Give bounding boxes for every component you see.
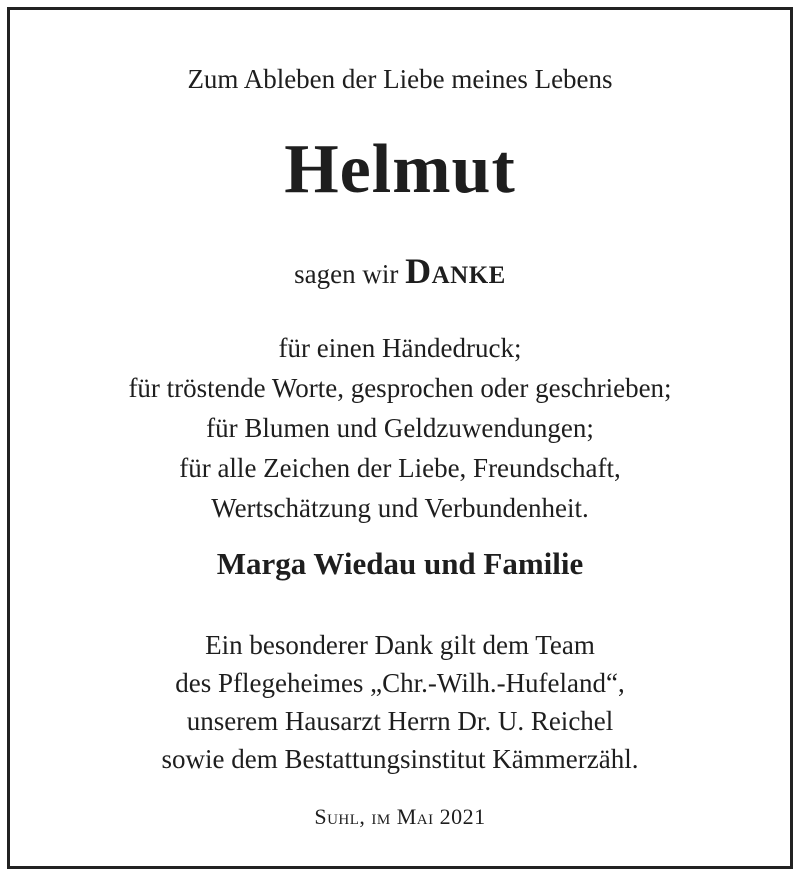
reasons-block	[10, 328, 790, 528]
special-thanks-block	[10, 626, 790, 778]
deceased-name: Helmut	[284, 131, 516, 208]
reason-line: für tröstende Worte, gesprochen oder geschrieben;	[128, 373, 672, 403]
thanks-line	[10, 250, 790, 292]
reason-line: für Blumen und Geldzuwendungen;	[206, 413, 594, 443]
special-thanks-line: sowie dem Bestattungsinstitut Kämmerzähl.	[161, 744, 639, 774]
special-thanks-line: unserem Hausarzt Herrn Dr. U. Reichel	[186, 706, 614, 736]
special-thanks-line: des Pflegeheimes „Chr.-Wilh.-Hufeland“,	[175, 668, 625, 698]
signature: Marga Wiedau und Familie	[216, 546, 584, 581]
thanks-word: Danke	[405, 251, 506, 291]
intro-line: Zum Ableben der Liebe meines Lebens	[187, 64, 613, 94]
reason-line: für alle Zeichen der Liebe, Freundschaft,	[179, 453, 621, 483]
place-date: Suhl, im Mai 2021	[314, 804, 486, 829]
reason-line: Wertschätzung und Verbundenheit.	[211, 493, 589, 523]
reason-line: für einen Händedruck;	[278, 333, 522, 363]
thanks-prefix: sagen wir	[294, 259, 399, 289]
special-thanks-line: Ein besonderer Dank gilt dem Team	[205, 630, 595, 660]
notice-frame	[7, 7, 793, 869]
